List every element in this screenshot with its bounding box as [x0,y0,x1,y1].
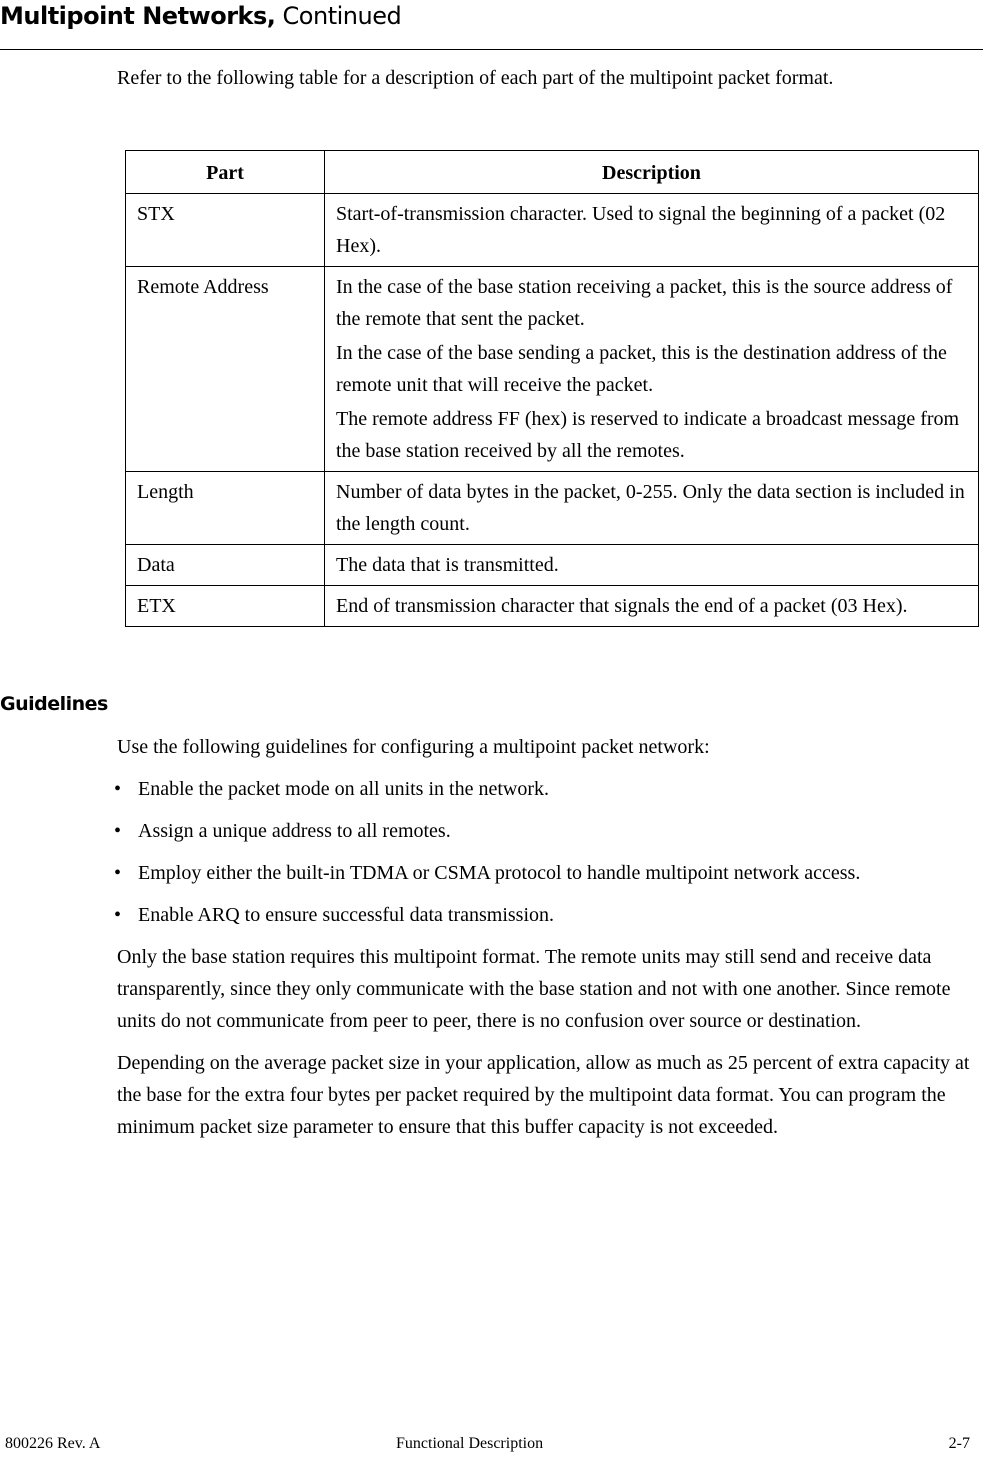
guidelines-section [114,731,979,1153]
cell-part: ETX [126,586,325,627]
table-row [126,472,979,545]
footer-doc-number: 800226 Rev. A [5,1435,101,1452]
list-item-text: Enable ARQ to ensure successful data transmission. [138,904,555,926]
cell-part: Length [126,472,325,545]
list-item-text: Assign a unique address to all remotes. [138,820,451,842]
table-row [126,194,979,267]
description-text: Start-of-transmission character. Used to signal the beginning of a packet (02 Hex). [336,203,946,257]
cell-description [325,472,979,545]
description-text: In the case of the base station receiving a packet, this is the source address of the remote that sent the packet. [336,276,953,330]
list-item [114,857,979,889]
page-title [0,2,401,30]
description-text: Number of data bytes in the packet, 0-255. Only the data section is included in the length count. [336,481,965,535]
list-item [114,899,979,931]
list-item-text: Employ either the built-in TDMA or CSMA protocol to handle multipoint network access. [138,862,861,884]
table-row [126,267,979,472]
table-row [126,545,979,586]
cell-part: STX [126,194,325,267]
table-header-row [126,151,979,194]
base-station-paragraph: Only the base station requires this multipoint format. The remote units may still send and receive data transparently, since they only communicate with the base station and not with one another. Since remote units do not communicate from peer to peer, there is no confusion over source or destination. [117,946,951,1032]
packet-size-paragraph: Depending on the average packet size in your application, allow as much as 25 percent of extra capacity at the base for the extra four bytes per packet required by the multipoint data format. You can program the minimum packet size parameter to ensure that this buffer capacity is not exceeded. [117,1052,970,1138]
description-text: The data that is transmitted. [336,554,559,576]
guidelines-list [114,773,979,931]
bullet-icon: • [114,862,122,884]
page-title-continued: Continued [275,2,402,30]
intro-paragraph: Refer to the following table for a description of each part of the multipoint packet format. [117,67,834,89]
table-row [126,586,979,627]
column-header-description: Description [325,151,979,194]
cell-description [325,267,979,472]
column-header-part: Part [126,151,325,194]
cell-description [325,586,979,627]
footer-section-title: Functional Description [396,1435,544,1452]
list-item [114,815,979,847]
cell-part: Remote Address [126,267,325,472]
guidelines-lead: Use the following guidelines for configuring a multipoint packet network: [117,736,710,758]
bullet-icon: • [114,820,122,842]
list-item [114,773,979,805]
guidelines-heading: Guidelines [0,693,108,715]
cell-description [325,545,979,586]
title-divider [0,49,983,50]
page-title-main: Multipoint Networks, [0,2,276,30]
description-text: In the case of the base sending a packet, this is the destination address of the remote unit that will receive the packet. [336,342,947,396]
cell-part: Data [126,545,325,586]
bullet-icon: • [114,904,122,926]
footer-page-number: 2-7 [948,1435,970,1452]
description-text: End of transmission character that signals the end of a packet (03 Hex). [336,595,908,617]
list-item-text: Enable the packet mode on all units in the network. [138,778,549,800]
packet-format-table [125,150,979,627]
bullet-icon: • [114,778,122,800]
description-text: The remote address FF (hex) is reserved to indicate a broadcast message from the base station received by all the remotes. [336,408,960,462]
cell-description [325,194,979,267]
